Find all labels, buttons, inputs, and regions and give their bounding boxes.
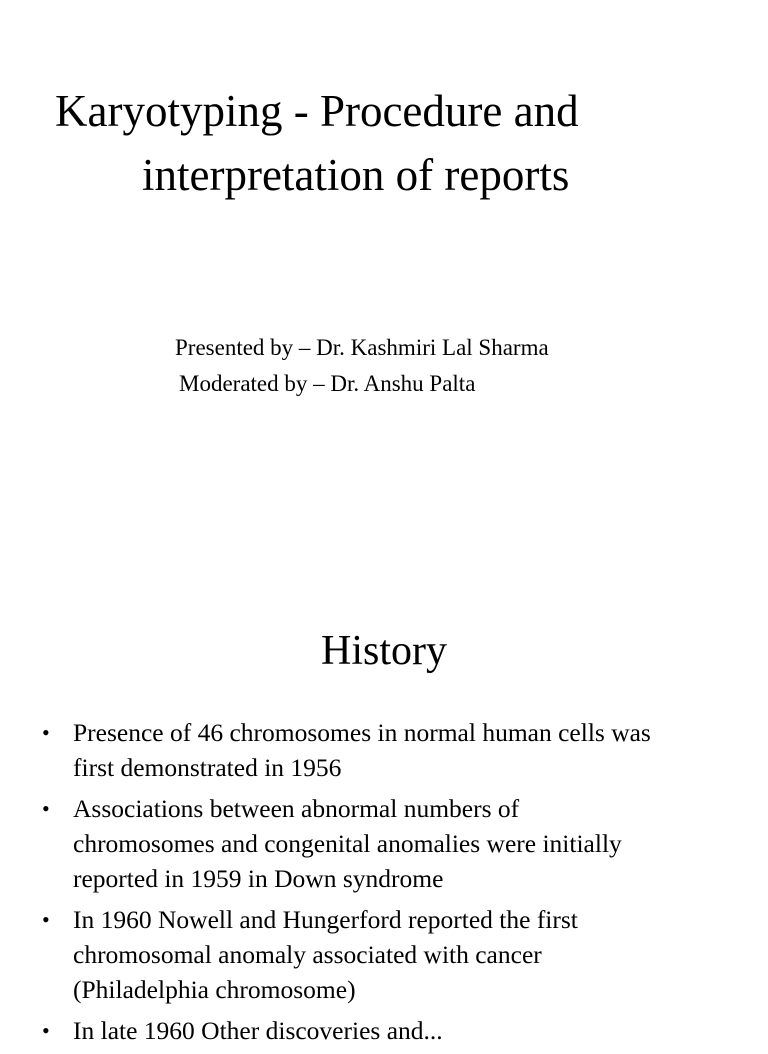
bullet-dot-icon: • — [42, 907, 50, 932]
history-bullet-item — [0, 715, 768, 785]
history-bullet-item — [0, 791, 768, 896]
bullet-text-line: (Philadelphia chromosome) — [73, 975, 356, 1004]
bullet-dot-icon: • — [42, 1018, 50, 1043]
bullet-text-line: In 1960 Nowell and Hungerford reported the first — [73, 905, 578, 934]
moderator-credit: Moderated by – Dr. Anshu Palta — [179, 371, 476, 396]
slide-title-line-2: interpretation of reports — [142, 150, 570, 200]
history-bullet-list — [0, 715, 768, 1054]
bullet-text-line: reported in 1959 in Down syndrome — [73, 864, 444, 893]
bullet-dot-icon: • — [42, 720, 50, 745]
presenter-credit: Presented by – Dr. Kashmiri Lal Sharma — [175, 335, 549, 360]
history-slide — [0, 560, 768, 1045]
bullet-text-line: In late 1960 Other discoveries and... — [73, 1016, 443, 1045]
history-bullet-item — [0, 1013, 768, 1048]
slide-title-line-1: Karyotyping - Procedure and — [55, 86, 579, 136]
history-bullet-item — [0, 902, 768, 1007]
bullet-dot-icon: • — [42, 796, 50, 821]
bullet-text-line: Presence of 46 chromosomes in normal human cells was — [73, 718, 651, 747]
bullet-text-line: Associations between abnormal numbers of — [73, 794, 520, 823]
bullet-text-line: chromosomes and congenital anomalies were initially — [73, 829, 622, 858]
bullet-text-line: chromosomal anomaly associated with cancer — [73, 940, 542, 969]
bullet-text-line: first demonstrated in 1956 — [73, 753, 342, 782]
history-heading: History — [321, 628, 447, 674]
